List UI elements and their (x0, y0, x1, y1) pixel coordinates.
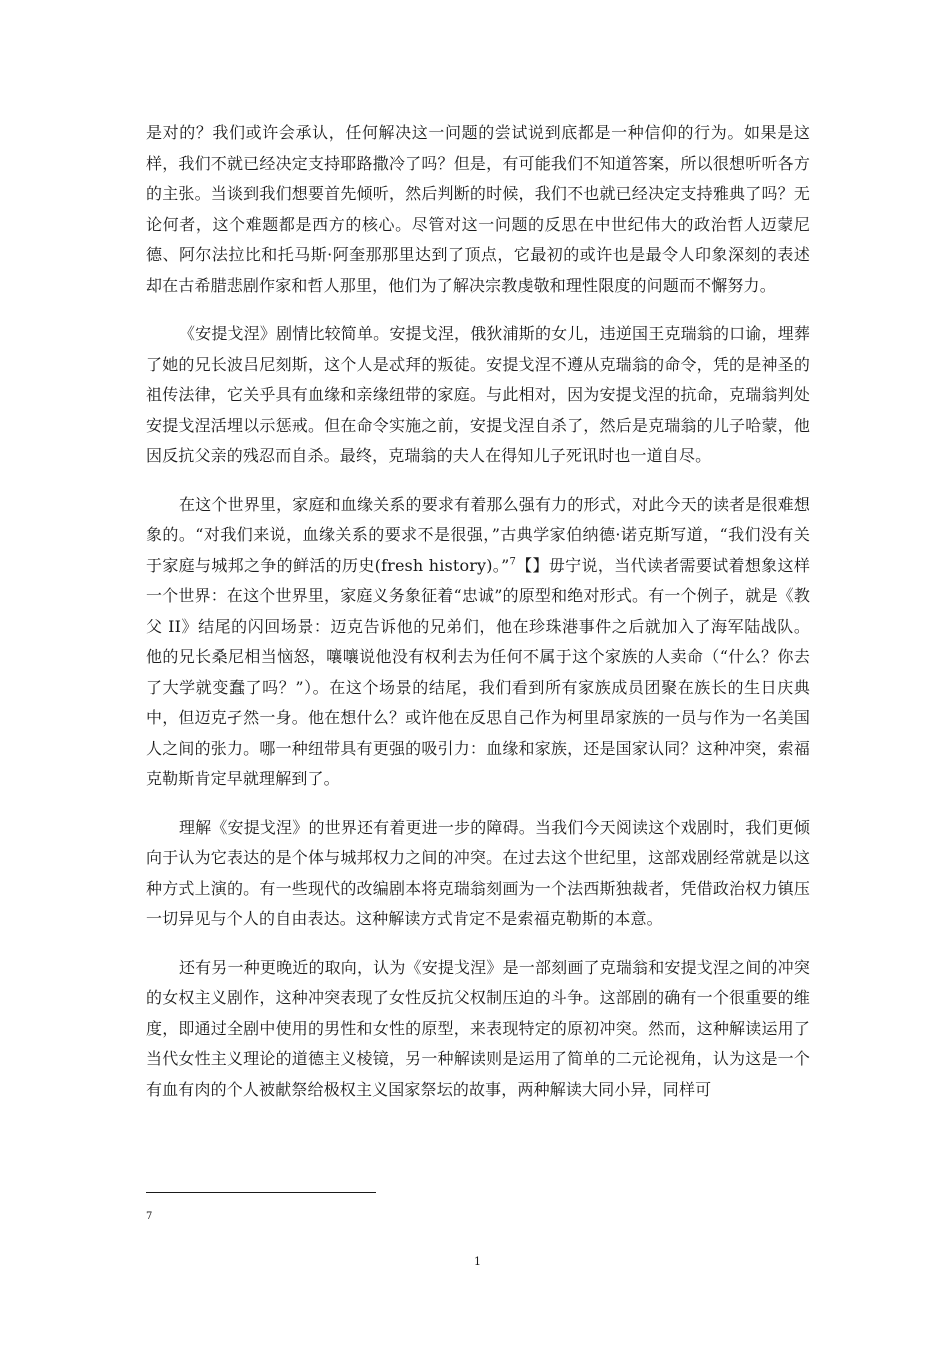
footnote-reference[interactable]: 7 (509, 556, 516, 568)
paragraph-3-text-a: 在这个世界里，家庭和血缘关系的要求有着那么强有力的形式，对此今天的读者是很难想象的。“对我们来说，血缘关系的要求不是很强，”古典学家伯纳德·诺克斯写道，“我们没有关于家庭与城邦之争的鲜活的历史(fresh history)。” (146, 494, 810, 575)
main-text (146, 118, 810, 1123)
footnote-number: 7 (146, 1211, 153, 1222)
page-number: 1 (474, 1255, 481, 1268)
paragraph-5: 还有另一种更晚近的取向，认为《安提戈涅》是一部刻画了克瑞翁和安提戈涅之间的冲突的女权主义剧作，这种冲突表现了女性反抗父权制压迫的斗争。这部剧的确有一个很重要的维度，即通过全剧中使用的男性和女性的原型，来表现特定的原初冲突。然而，这种解读运用了当代女性主义理论的道德主义棱镜，另一种解读则是运用了简单的二元论视角，认为这是一个有血有肉的个人被献祭给极权主义国家祭坛的故事，两种解读大同小异，同样可 (146, 957, 810, 1099)
paragraph-3-text-b: 【】毋宁说，当代读者需要试着想象这样一个世界：在这个世界里，家庭义务象征着“忠诚”的原型和绝对形式。有一个例子，就是《教父 II》结尾的闪回场景：迈克告诉他的兄弟们，他在珍珠港事件之后就加入了海军陆战队。他的兄长桑尼相当恼怒，嚷嚷说他没有权利去为任何不属于这个家族的人卖命（“什么？你去了大学就变蠢了吗？”）。在这个场景的结尾，我们看到所有家族成员团聚在族长的生日庆典中，但迈克孑然一身。他在想什么？或许他在反思自己作为柯里昂家族的一员与作为一名美国人之间的张力。哪一种纽带具有更强的吸引力：血缘和家族，还是国家认同？这种冲突，索福克勒斯肯定早就理解到了。 (146, 555, 810, 788)
paragraph-1: 是对的？我们或许会承认，任何解决这一问题的尝试说到底都是一种信仰的行为。如果是这样，我们不就已经决定支持耶路撒冷了吗？但是，有可能我们不知道答案，所以很想听听各方的主张。当谈到我们想要首先倾听，然后判断的时候，我们不也就已经决定支持雅典了吗？无论何者，这个难题都是西方的核心。尽管对这一问题的反思在中世纪伟大的政治哲人迈蒙尼德、阿尔法拉比和托马斯·阿奎那那里达到了顶点，它最初的或许也是最令人印象深刻的表述却在古希腊悲剧作家和哲人那里，他们为了解决宗教虔敬和理性限度的问题而不懈努力。 (146, 123, 810, 295)
paragraph-2: 《安提戈涅》剧情比较简单。安提戈涅，俄狄浦斯的女儿，违逆国王克瑞翁的口谕，埋葬了她的兄长波吕尼刻斯，这个人是忒拜的叛徒。安提戈涅不遵从克瑞翁的命令，凭的是神圣的祖传法律，它关乎具有血缘和亲缘纽带的家庭。与此相对，因为安提戈涅的抗命，克瑞翁判处安提戈涅活埋以示惩戒。但在命令实施之前，安提戈涅自杀了，然后是克瑞翁的儿子哈蒙，他因反抗父亲的残忍而自杀。最终，克瑞翁的夫人在得知儿子死讯时也一道自尽。 (146, 324, 810, 465)
paragraph-3 (146, 490, 810, 795)
footnote-divider (146, 1192, 376, 1193)
paragraph-4: 理解《安提戈涅》的世界还有着更进一步的障碍。当我们今天阅读这个戏剧时，我们更倾向于认为它表达的是个体与城邦权力之间的冲突。在过去这个世纪里，这部戏剧经常就是以这种方式上演的。有一些现代的改编剧本将克瑞翁刻画为一个法西斯独裁者，凭借政治权力镇压一切异见与个人的自由表达。这种解读方式肯定不是索福克勒斯的本意。 (146, 817, 810, 928)
